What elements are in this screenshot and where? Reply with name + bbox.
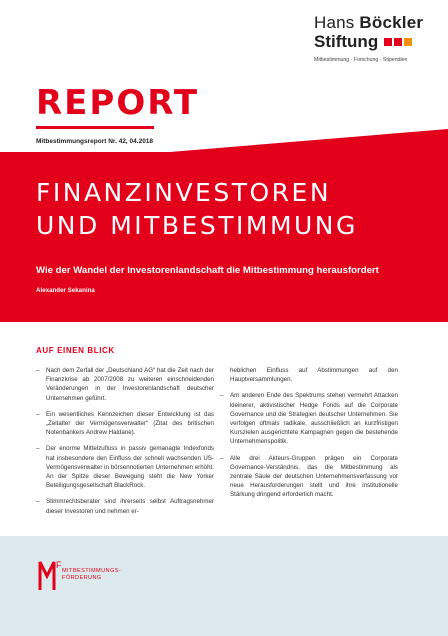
logo-line-1: Hans Böckler	[314, 13, 424, 32]
logo-bars-icon	[384, 38, 412, 46]
hans-boeckler-logo	[314, 14, 434, 63]
summary-right-column	[220, 366, 398, 507]
bullet-text: Stimmrechtsberater sind ihrerseits selbst Auftragsnehmer dieser Investoren und nehmen er-	[46, 498, 214, 515]
bullet-dash: –	[220, 392, 224, 400]
logo-tagline: Mitbestimmung · Forschung · Stipendien	[314, 57, 408, 63]
bullet-dash: –	[36, 367, 40, 374]
report-subtitle: Wie der Wandel der Investorenlandschaft die Mitbestimmung herausfordert	[36, 265, 379, 276]
bullet-text: Nach dem Zerfall der „Deutschland AG“ hat die Zeit nach der Finanzkrise ab 2007/2008 zu weiteren einschneidenden Veränderungen in der Investorenlandschaft deutscher Unternehmen geführt.	[46, 367, 214, 402]
summary-bullet	[220, 391, 398, 446]
footer-band	[0, 536, 448, 636]
summary-left-column	[36, 366, 214, 523]
bullet-dash: –	[36, 445, 40, 453]
logo-line-2: Stiftung	[314, 32, 379, 51]
bullet-text: Ein wesentliches Kennzeichen dieser Entwicklung ist das „Zeitalter der Vermögensverwalter“ (Zitat des britischen Notenbankers Andrew Haldane).	[46, 410, 214, 437]
bullet-dash: –	[36, 498, 40, 506]
mitbestimmungsfoerderung-label	[62, 568, 121, 582]
report-underline	[36, 126, 154, 129]
mitbestimmungsfoerderung-logo-icon	[36, 556, 64, 592]
bullet-continuation: heblichen Einfluss auf Abstimmungen auf den Hauptversammlungen.	[230, 367, 398, 384]
logo-mark-f: F	[56, 560, 62, 570]
summary-bullet	[36, 497, 214, 515]
bullet-text: Am anderen Ende des Spektrums stehen vermehrt Attacken kleinerer, aktivistischer Hedge Fonds auf die Corporate Governance und die Strategien deutscher Unternehmen. Sie verfolgen oftmals radikale, ausschließlich an kurzfristigen Kurszielen ausgerichtete Kampagnen gegen die bestehende Unternehmenspolitik.	[230, 392, 398, 446]
summary-heading: AUF EINEN BLICK	[36, 346, 115, 355]
summary-bullet	[36, 410, 214, 438]
summary-bullet	[220, 454, 398, 500]
title-line-2: UND MITBESTIMMUNG	[36, 211, 358, 240]
report-label: REPORT	[36, 83, 200, 123]
title-line-1: FINANZINVESTOREN	[36, 178, 332, 207]
bullet-text: Alle drei Akteurs-Gruppen prägen ein Corporate Governance-Verständnis, das die Mitbestimmung als zentrale Säule der deutschen Unternehmensverfassung vor neue Herausforderungen stellt und ihre institutionelle Stärkung dringend erforderlich macht.	[230, 454, 398, 499]
report-author: Alexander Sekanina	[36, 287, 95, 294]
footer-line-2: FÖRDERUNG	[62, 575, 102, 581]
summary-bullet	[36, 366, 214, 403]
bullet-dash: –	[36, 410, 40, 418]
report-number: Mitbestimmungsreport Nr. 42, 04.2018	[36, 138, 154, 145]
bullet-dash: –	[220, 454, 224, 462]
report-title	[36, 176, 358, 242]
summary-bullet	[36, 444, 214, 490]
bullet-text: Der enorme Mittelzufluss in passiv gemanagte Indexfonds hat insbesondere den Einfluss der schnell wachsenden US-Vermögensverwalter in börsennotierten Unternehmen erhöht. An der Spitze dieser Bewegung steht die New Yorker Beteiligungsgesellschaft BlackRock.	[46, 445, 214, 490]
footer-line-1: MITBESTIMMUNGS-	[62, 568, 122, 574]
